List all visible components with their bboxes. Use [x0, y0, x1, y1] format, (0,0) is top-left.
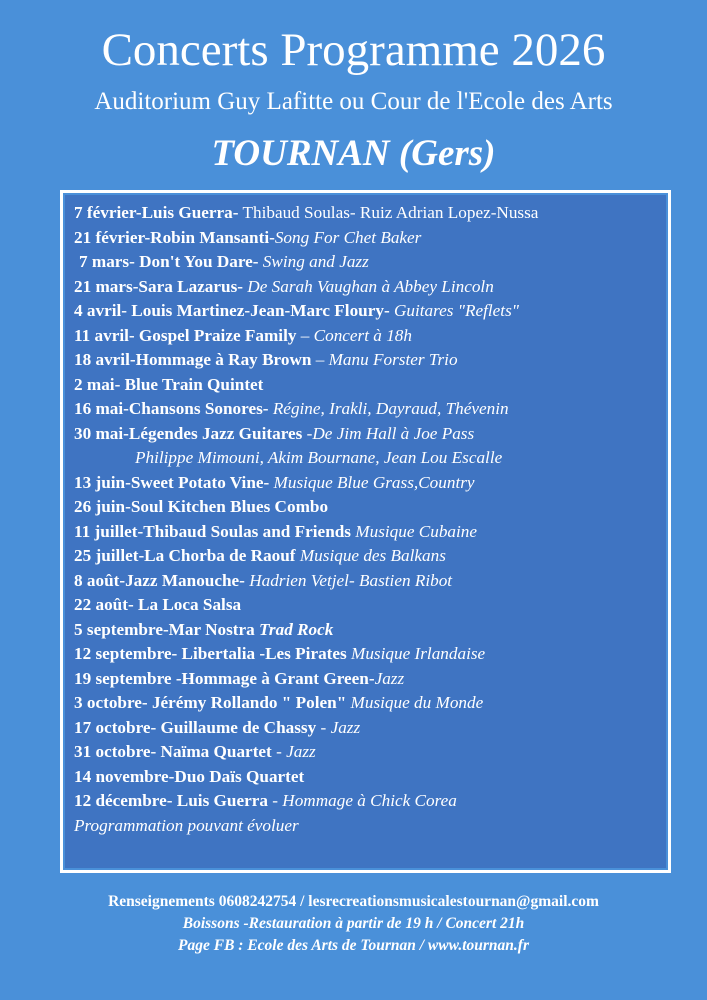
- concert-details: Swing and Jazz: [262, 252, 369, 271]
- concert-details: Trad Rock: [259, 619, 334, 639]
- concert-separator: -: [271, 742, 287, 761]
- contact-line: Renseignements 0608242754 / lesrecreationsmusicalestournan@gmail.com: [108, 893, 599, 910]
- concert-item: [74, 397, 666, 422]
- concert-details: Régine, Irakli, Dayraud, Thévenin: [272, 399, 509, 418]
- program-note: [74, 814, 666, 839]
- concert-item: [74, 495, 666, 520]
- concert-details: Musique Cubaine: [355, 521, 478, 541]
- concert-details: De Sarah Vaughan à Abbey Lincoln: [247, 276, 494, 296]
- program-panel: [65, 195, 666, 868]
- concert-item: [74, 299, 666, 324]
- concert-title: 12 septembre- Libertalia -Les Pirates: [74, 644, 347, 663]
- concert-details: Musique du Monde: [350, 693, 484, 712]
- concert-title: 4 avril- Louis Martinez-Jean-Marc Floury-: [74, 301, 390, 320]
- concert-title: 18 avril-Hommage à Ray Brown: [74, 350, 312, 369]
- concert-item: [74, 667, 666, 692]
- links-line: Page FB : Ecole des Arts de Tournan / www.tournan.fr: [178, 937, 529, 954]
- concert-item: [74, 544, 666, 569]
- concert-item: [74, 593, 666, 618]
- concert-item: [74, 618, 666, 643]
- concert-title: 5 septembre-Mar Nostra: [74, 619, 255, 639]
- concert-item: [74, 471, 666, 496]
- concert-item: [74, 520, 666, 545]
- concert-details: Concert à 18h: [313, 325, 412, 345]
- concert-item: [74, 569, 666, 594]
- concert-details: Hadrien Vetjel- Bastien Ribot: [249, 570, 453, 590]
- concert-details: Guitares "Reflets": [393, 301, 519, 320]
- venue-subtitle: Auditorium Guy Lafitte ou Cour de l'Ecole des Arts: [94, 88, 613, 115]
- concert-title: 14 novembre-Duo Daïs Quartet: [74, 766, 305, 786]
- concert-separator: Thibaud Soulas- Ruiz Adrian Lopez-Nussa: [238, 203, 539, 222]
- concert-details: Manu Forster Trio: [328, 350, 458, 369]
- drinks-info: Boissons -Restauration à partir de 19 h / Concert 21h: [182, 915, 525, 932]
- concert-item: [74, 275, 666, 300]
- concert-item: [74, 226, 666, 251]
- concert-title: 25 juillet-La Chorba de Raouf: [74, 546, 296, 565]
- concert-item: [74, 789, 666, 814]
- concert-title: 11 juillet-Thibaud Soulas and Friends: [74, 521, 351, 541]
- concert-title: 31 octobre- Naïma Quartet: [74, 742, 272, 761]
- concert-item: [74, 348, 666, 373]
- concert-title: 13 juin-Sweet Potato Vine-: [74, 472, 270, 492]
- concert-separator: -: [302, 423, 313, 443]
- concert-separator: –: [296, 325, 314, 345]
- concert-title: 17 octobre- Guillaume de Chassy: [74, 717, 317, 737]
- concert-details: Song For Chet Baker: [274, 227, 422, 247]
- concert-title: 12 décembre- Luis Guerra: [74, 791, 268, 810]
- concert-title: 3 octobre- Jérémy Rollando " Polen": [74, 693, 347, 712]
- concert-item: [74, 250, 666, 275]
- concert-details: Hommage à Chick Corea: [282, 791, 457, 810]
- concert-title: 30 mai-Légendes Jazz Guitares: [74, 423, 303, 443]
- concert-title: 11 avril- Gospel Praize Family: [74, 325, 297, 345]
- concert-details: Jazz: [286, 742, 316, 761]
- concert-details: De Jim Hall à Joe Pass: [312, 423, 475, 443]
- concert-title: 7 mars- Don't You Dare-: [79, 252, 259, 271]
- concert-separator: -: [267, 791, 283, 810]
- concert-separator: –: [311, 350, 329, 369]
- concert-details: Philippe Mimouni, Akim Bournane, Jean Lou Escalle: [135, 448, 503, 467]
- concert-title: 2 mai- Blue Train Quintet: [74, 374, 264, 394]
- concert-title: 16 mai-Chansons Sonores-: [74, 399, 269, 418]
- program-box: [60, 190, 671, 873]
- program-note-text: Programmation pouvant évoluer: [74, 815, 299, 835]
- concert-details: Jazz: [330, 717, 361, 737]
- page-title: Concerts Programme 2026: [101, 24, 606, 76]
- concert-title: 8 août-Jazz Manouche-: [74, 570, 245, 590]
- concert-item: [74, 642, 666, 667]
- concert-item: [74, 324, 666, 349]
- concert-item: [74, 422, 666, 447]
- concert-separator: -: [316, 717, 331, 737]
- concert-list: [74, 201, 666, 838]
- concert-item: [74, 765, 666, 790]
- concert-title: 22 août- La Loca Salsa: [74, 595, 242, 614]
- concert-title: 21 février-Robin Mansanti-: [74, 227, 275, 247]
- concert-details: Musique Irlandaise: [351, 644, 486, 663]
- concert-item: [74, 691, 666, 716]
- concert-title: 21 mars-Sara Lazarus-: [74, 276, 243, 296]
- concert-details: Musique Blue Grass,Country: [273, 472, 475, 492]
- concert-item: [74, 201, 666, 226]
- concert-details: Musique des Balkans: [299, 546, 446, 565]
- concert-title: 7 février-Luis Guerra-: [74, 203, 239, 222]
- concert-item-continuation: [74, 446, 666, 471]
- city-heading: TOURNAN (Gers): [211, 133, 496, 174]
- concert-item: [74, 373, 666, 398]
- concert-title: 26 juin-Soul Kitchen Blues Combo: [74, 497, 329, 516]
- concert-title: 19 septembre -Hommage à Grant Green-: [74, 668, 375, 688]
- concert-details: Jazz: [374, 668, 405, 688]
- concert-item: [74, 716, 666, 741]
- concert-item: [74, 740, 666, 765]
